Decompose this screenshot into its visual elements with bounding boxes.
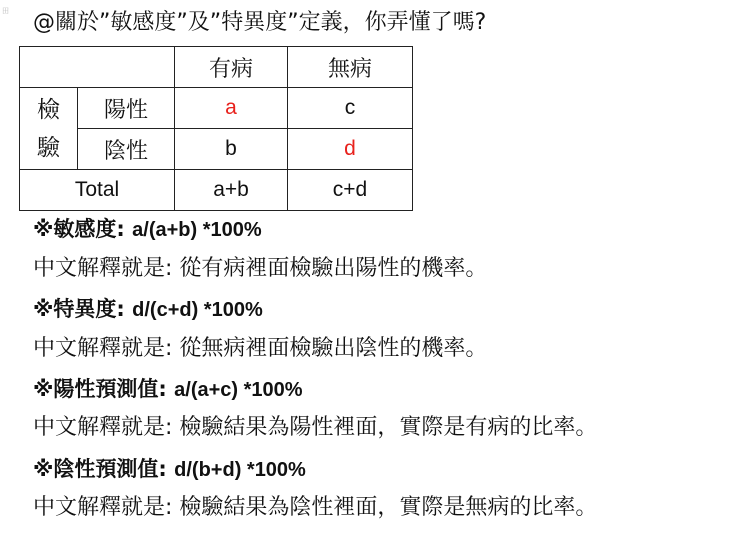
- contingency-table: [19, 46, 413, 211]
- table-row-total: [20, 170, 413, 211]
- test-side-label: [20, 88, 78, 170]
- cell-c: c: [288, 88, 413, 129]
- npv-formula: [33, 454, 306, 485]
- page-title: @關於”敏感度”及”特異度”定義，你弄懂了嗎?: [33, 10, 487, 35]
- test-side-label-char-1: 檢: [37, 96, 60, 123]
- ppv-name: ※陽性預測值:: [33, 377, 167, 401]
- cell-b: b: [175, 129, 288, 170]
- table-row-negative: [20, 129, 413, 170]
- corner-mark: 田: [2, 7, 9, 15]
- specificity-expression: d/(c+d) *100%: [132, 299, 263, 321]
- sensitivity-description: 中文解釋就是: 從有病裡面檢驗出陽性的機率。: [33, 256, 488, 281]
- table-header-row: [20, 47, 413, 88]
- sensitivity-formula: [33, 214, 262, 245]
- total-label: Total: [20, 170, 175, 211]
- header-well: 無病: [288, 47, 413, 88]
- table-row-positive: [20, 88, 413, 129]
- header-sick: 有病: [175, 47, 288, 88]
- total-sick: a+b: [175, 170, 288, 211]
- specificity-name: ※特異度:: [33, 297, 125, 321]
- row-label-positive: 陽性: [78, 88, 175, 129]
- ppv-expression: a/(a+c) *100%: [174, 379, 303, 401]
- total-well: c+d: [288, 170, 413, 211]
- specificity-formula: [33, 294, 263, 325]
- npv-description: 中文解釋就是: 檢驗結果為陰性裡面，實際是無病的比率。: [33, 495, 598, 520]
- row-label-negative: 陰性: [78, 129, 175, 170]
- npv-name: ※陰性預測值:: [33, 457, 167, 481]
- ppv-description: 中文解釋就是: 檢驗結果為陽性裡面，實際是有病的比率。: [33, 415, 598, 440]
- sensitivity-expression: a/(a+b) *100%: [132, 219, 262, 241]
- cell-a: a: [175, 88, 288, 129]
- ppv-formula: [33, 374, 303, 405]
- sensitivity-name: ※敏感度:: [33, 217, 125, 241]
- table-corner-cell: [20, 47, 175, 88]
- npv-expression: d/(b+d) *100%: [174, 459, 306, 481]
- cell-d: d: [288, 129, 413, 170]
- test-side-label-char-2: 驗: [37, 134, 60, 161]
- specificity-description: 中文解釋就是: 從無病裡面檢驗出陰性的機率。: [33, 336, 488, 361]
